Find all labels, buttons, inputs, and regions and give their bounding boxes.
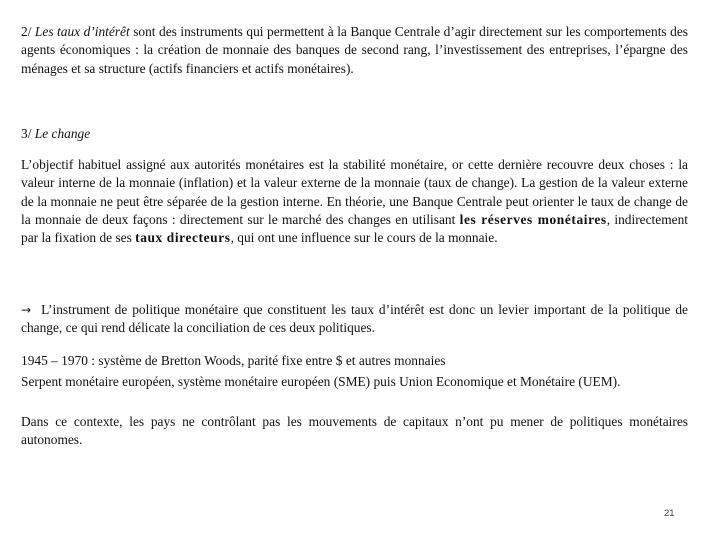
arrow-right-icon: → bbox=[21, 303, 32, 317]
section-3-paragraph bbox=[21, 156, 688, 247]
section-3-bold-rates: taux directeurs bbox=[135, 230, 231, 246]
history-line-context: Dans ce contexte, les pays ne contrôlant pas les mouvements de capitaux n’ont pu mener de politiques monétaires autonomes. bbox=[21, 414, 688, 448]
history-line-bretton-woods: 1945 – 1970 : système de Bretton Woods, parité fixe entre $ et autres monnaies bbox=[21, 353, 446, 368]
conclusion-text: L’instrument de politique monétaire que constituent les taux d’intérêt est donc un levier important de la politique de change, ce qui rend délicate la conciliation de ces deux politiques. bbox=[21, 302, 688, 336]
section-2-title: Les taux d’intérêt bbox=[34, 24, 130, 39]
section-3-number: 3/ bbox=[21, 126, 35, 141]
section-2-paragraph bbox=[21, 23, 688, 78]
section-3-text-part3: , qui ont une influence sur le cours de la monnaie. bbox=[230, 230, 498, 246]
section-3-heading bbox=[21, 125, 688, 143]
section-2-text: sont des instruments qui permettent à la Banque Centrale d’agir directement sur les comportements des agents économiques : la création de monnaie des banques de second rang, l’investissement des entreprises, l’épargne des ménages et sa structure (actifs financiers et actifs monétaires). bbox=[21, 24, 688, 76]
section-3-title: Le change bbox=[34, 126, 91, 141]
section-3-bold-reserves: les réserves monétaires bbox=[459, 211, 607, 227]
section-3-text-part2: , indirectement par la fixation de ses bbox=[21, 211, 688, 246]
conclusion-paragraph bbox=[21, 301, 688, 338]
history-line-european-systems: Serpent monétaire européen, système monétaire européen (SME) puis Union Economique et Monétaire (UEM). bbox=[21, 374, 621, 389]
page-number: 21 bbox=[664, 508, 675, 519]
section-3-text-part1: L’objectif habituel assigné aux autorités monétaires est la stabilité monétaire, or cette dernière recouvre deux choses : la valeur interne de la monnaie (inflation) et la valeur externe de la monnaie (taux de change). La gestion de la valeur externe de la monnaie ne peut être séparée de la gestion interne. En théorie, une Banque Centrale peut orienter le taux de change de la monnaie de deux façons : directement sur le marché des changes en utilisant bbox=[21, 157, 688, 227]
section-2-number: 2/ bbox=[21, 24, 35, 39]
